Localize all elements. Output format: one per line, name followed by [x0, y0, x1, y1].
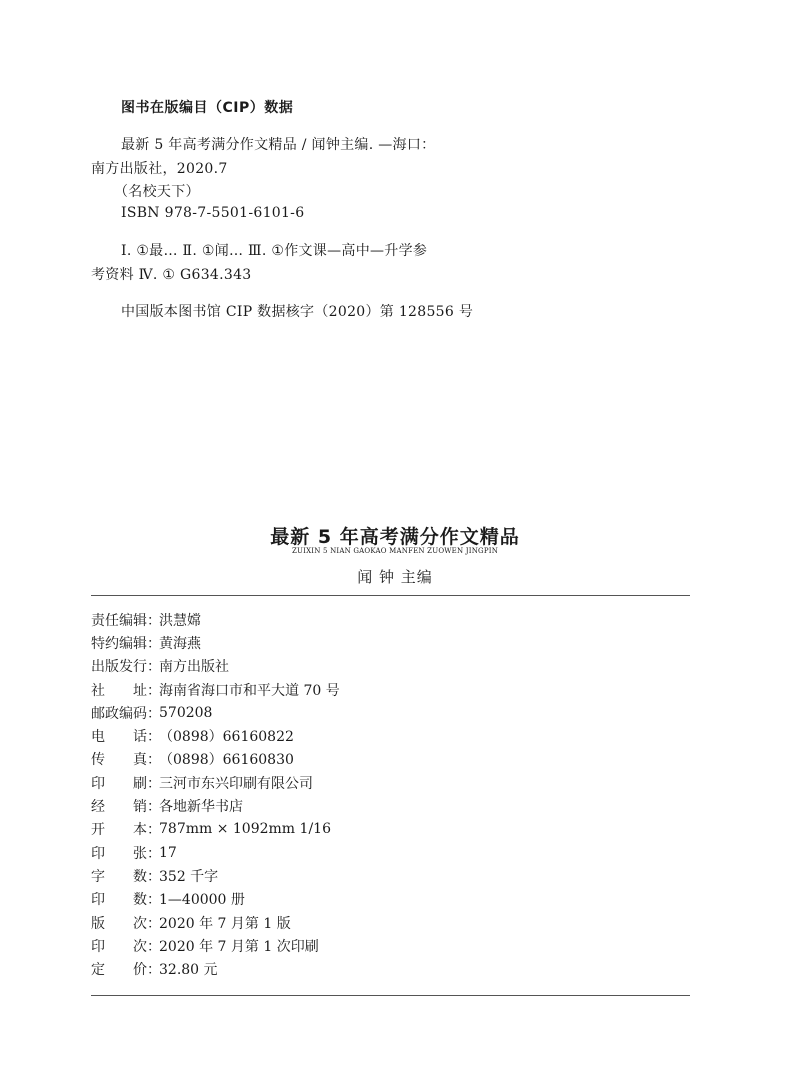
info-separator: ：: [147, 822, 161, 839]
info-value: 黄海燕: [159, 635, 201, 652]
info-separator: ：: [147, 612, 161, 629]
cip-series: （名校天下）: [114, 184, 200, 200]
info-row: [91, 911, 340, 934]
info-value: 各地新华书店: [159, 799, 243, 816]
info-row: [91, 818, 340, 841]
info-value: 32.80 元: [159, 962, 218, 979]
info-separator: ：: [147, 775, 161, 792]
info-separator: ：: [147, 682, 161, 699]
info-separator: ：: [147, 729, 161, 746]
book-title: 最新 5 年高考满分作文精品: [270, 526, 520, 548]
info-label: 责任编辑: [91, 612, 147, 629]
book-author: 闻 钟 主编: [357, 568, 433, 586]
info-label: 传真: [91, 752, 147, 769]
info-separator: ：: [147, 892, 161, 909]
book-pinyin-title: ZUIXIN 5 NIAN GAOKAO MANFEN ZUOWEN JINGPIN: [291, 547, 499, 555]
info-row: [91, 701, 340, 724]
info-value: 570208: [159, 704, 213, 721]
info-separator: ：: [147, 938, 161, 955]
info-label: 印刷: [91, 775, 147, 792]
cip-subject-line1: Ⅰ. ①最… Ⅱ. ①闻… Ⅲ. ①作文课—高中—升学参: [121, 243, 428, 259]
cip-entry-line1: 最新 5 年高考满分作文精品 / 闻钟主编. —海口：: [121, 137, 436, 153]
info-separator: ：: [147, 799, 161, 816]
info-row: [91, 771, 340, 794]
info-separator: ：: [147, 635, 161, 652]
publication-info-list: [91, 608, 340, 981]
info-separator: ：: [147, 915, 161, 932]
info-value: （0898）66160830: [159, 752, 294, 769]
info-row: [91, 957, 340, 980]
info-value: （0898）66160822: [159, 729, 294, 746]
info-row: [91, 888, 340, 911]
info-row: [91, 794, 340, 817]
info-label: 印张: [91, 845, 147, 862]
info-label: 印数: [91, 892, 147, 909]
info-separator: ：: [147, 962, 161, 979]
info-row: [91, 748, 340, 771]
info-label: 字数: [91, 868, 147, 885]
info-value: 海南省海口市和平大道 70 号: [159, 682, 340, 699]
info-row: [91, 864, 340, 887]
info-label: 开本: [91, 822, 147, 839]
info-value: 352 千字: [159, 868, 219, 885]
info-row: [91, 724, 340, 747]
info-row: [91, 608, 340, 631]
info-separator: ：: [147, 845, 161, 862]
info-value: 2020 年 7 月第 1 次印刷: [159, 938, 319, 955]
cip-subject-line2: 考资料 Ⅳ. ① G634.343: [91, 267, 252, 283]
cip-entry-line2: 南方出版社，2020.7: [91, 161, 228, 177]
info-row: [91, 631, 340, 654]
info-separator: ：: [147, 705, 161, 722]
cip-isbn: ISBN 978-7-5501-6101-6: [121, 205, 305, 221]
bottom-divider: [91, 995, 690, 996]
info-label: 社址: [91, 682, 147, 699]
info-label: 出版发行: [91, 659, 147, 676]
info-label: 电话: [91, 729, 147, 746]
info-value: 南方出版社: [159, 659, 229, 676]
info-separator: ：: [147, 752, 161, 769]
info-row: [91, 678, 340, 701]
info-value: 17: [159, 844, 177, 861]
info-value: 787mm × 1092mm 1/16: [159, 821, 331, 838]
info-separator: ：: [147, 868, 161, 885]
info-value: 洪慧嫦: [159, 612, 201, 629]
info-label: 印次: [91, 938, 147, 955]
info-label: 定价: [91, 962, 147, 979]
info-value: 三河市东兴印刷有限公司: [159, 775, 313, 792]
info-row: [91, 841, 340, 864]
cip-heading: 图书在版编目（CIP）数据: [121, 100, 294, 116]
info-value: 1—40000 册: [159, 892, 245, 909]
info-value: 2020 年 7 月第 1 版: [159, 915, 291, 932]
info-label: 版次: [91, 915, 147, 932]
info-label: 邮政编码: [91, 705, 147, 722]
info-row: [91, 655, 340, 678]
cip-record-number: 中国版本图书馆 CIP 数据核字（2020）第 128556 号: [121, 304, 474, 320]
info-row: [91, 934, 340, 957]
info-separator: ：: [147, 659, 161, 676]
info-label: 特约编辑: [91, 635, 147, 652]
top-divider: [91, 595, 690, 596]
info-label: 经销: [91, 799, 147, 816]
